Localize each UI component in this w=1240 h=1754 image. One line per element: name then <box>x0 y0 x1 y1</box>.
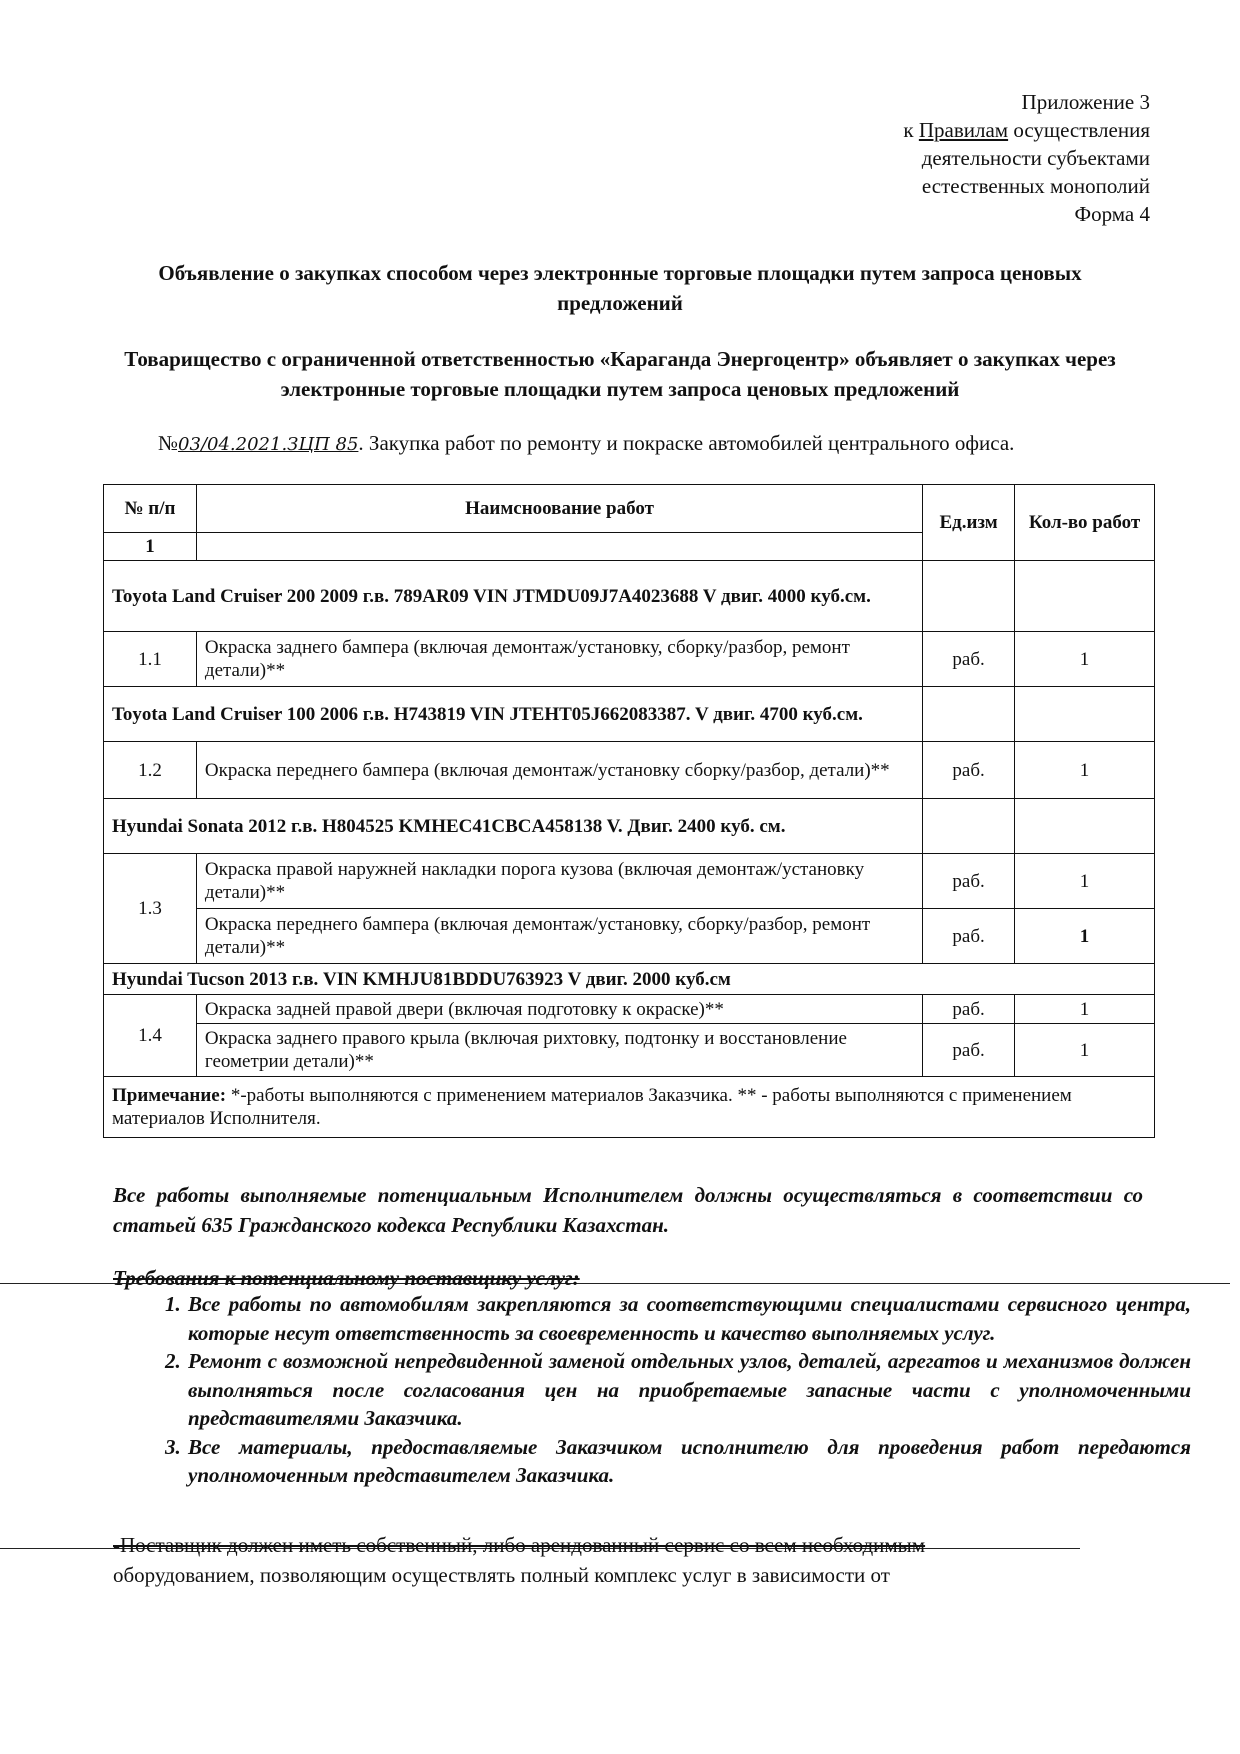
requirements-title: Требования к потенциальному поставщику услуг: <box>113 1266 580 1290</box>
company-announcement: Товарищество с ограниченной ответственностью «Караганда Энергоцентр» объявляет о закупках через электронные торговые площадки путем запроса ценовых предложений <box>124 347 1116 401</box>
item-name: Окраска заднего правого крыла (включая рихтовку, подтонку и восстановление геометрии детали)** <box>196 1024 922 1077</box>
item-unit: раб. <box>923 742 1015 799</box>
table-row <box>104 799 1155 854</box>
table-row <box>104 995 1155 1024</box>
list-item: 1. Все работы по автомобилям закрепляются за соответствующими специалистами сервисного центра, которые несут ответственность за своевременность и качество выполняемых услуг. <box>186 1290 1191 1347</box>
note-label: Примечание: <box>112 1085 227 1106</box>
table-header-row <box>104 485 1155 533</box>
item-unit: раб. <box>923 632 1015 687</box>
appendix-header <box>903 88 1150 228</box>
item-name: Окраска правой наружней накладки порога кузова (включая демонтаж/установку детали)** <box>196 854 922 909</box>
item-number: 1.2 <box>104 742 197 799</box>
supplier-requirement <box>113 1530 1153 1590</box>
col-name-header: Наимсноование работ <box>196 485 922 533</box>
table-row <box>104 561 1155 632</box>
item-qty: 1 <box>1015 909 1155 964</box>
table-row <box>104 1077 1155 1138</box>
empty-cell <box>923 687 1015 742</box>
item-number: 1.3 <box>104 854 197 964</box>
item-qty: 1 <box>1015 854 1155 909</box>
supplier-line: оборудованием, позволяющим осуществлять полный комплекс услуг в зависимости от <box>113 1563 890 1587</box>
rules-link[interactable]: Правилам <box>918 118 1009 142</box>
item-name: Окраска переднего бампера (включая демонтаж/установку, сборку/разбор, ремонт детали)** <box>196 909 922 964</box>
car-heading: Toyota Land Cruiser 200 2009 г.в. 789AR09 VIN JTMDU09J7A4023688 V двиг. 4000 куб.см. <box>104 561 923 632</box>
table-row <box>104 742 1155 799</box>
announcement-title: Объявление о закупках способом через электронные торговые площадки путем запроса ценовых предложений <box>158 261 1082 315</box>
item-unit: раб. <box>923 909 1015 964</box>
purchase-line: №03/04.2021.ЗЦП 85. Закупка работ по ремонту и покраске автомобилей центрального офиса. <box>158 431 1015 455</box>
item-number: 1.1 <box>104 632 197 687</box>
appendix-line: деятельности субъектами <box>921 146 1150 170</box>
col-qty-header: Кол-во работ <box>1015 485 1155 561</box>
requirements-list <box>140 1290 1191 1490</box>
car-heading: Hyundai Sonata 2012 г.в. H804525 KMHEC41CBCA458138 V. Двиг. 2400 куб. см. <box>104 799 923 854</box>
item-name: Окраска переднего бампера (включая демонтаж/установку сборку/разбор, детали)** <box>196 742 922 799</box>
table-note <box>104 1077 1155 1138</box>
row-number: 1 <box>104 533 197 561</box>
item-unit: раб. <box>923 995 1015 1024</box>
works-table <box>103 484 1155 1138</box>
empty-cell <box>1015 561 1155 632</box>
list-item: 2. Ремонт с возможной непредвиденной заменой отдельных узлов, деталей, агрегатов и механизмов должен выполняться после согласования цен на приобретаемые запасные части с уполномоченными представителями Заказчика. <box>186 1347 1191 1433</box>
item-number: 1.4 <box>104 995 197 1077</box>
civil-code-statement: Все работы выполняемые потенциальным Исполнителем должны осуществляться в соответствии со статьей 635 Гражданского кодекса Республики Казахстан. <box>113 1183 1143 1237</box>
col-unit-header: Ед.изм <box>923 485 1015 561</box>
item-name: Окраска задней правой двери (включая подготовку к окраске)** <box>196 995 922 1024</box>
table-row <box>104 687 1155 742</box>
empty-cell <box>923 561 1015 632</box>
car-heading: Toyota Land Cruiser 100 2006 г.в. H743819 VIN JTEHT05J662083387. V двиг. 4700 куб.см. <box>104 687 923 742</box>
appendix-line: к Правилам осуществления <box>903 118 1150 142</box>
appendix-line: естественных монополий <box>921 174 1150 198</box>
table-row <box>104 909 1155 964</box>
item-name: Окраска заднего бампера (включая демонтаж/установку, сборку/разбор, ремонт детали)** <box>196 632 922 687</box>
col-num-header: № п/п <box>104 485 197 533</box>
empty-cell <box>923 799 1015 854</box>
item-unit: раб. <box>923 854 1015 909</box>
car-heading: Hyundai Tucson 2013 г.в. VIN KMHJU81BDDU763923 V двиг. 2000 куб.см <box>104 964 1155 995</box>
item-qty: 1 <box>1015 742 1155 799</box>
list-item: 3. Все материалы, предоставляемые Заказчиком исполнителю для проведения работ передаются уполномоченным представителем Заказчика. <box>186 1433 1191 1490</box>
table-row <box>104 964 1155 995</box>
item-qty: 1 <box>1015 632 1155 687</box>
supplier-line: -Поставщик должен иметь собственный, либо арендованный сервис со всем необходимым <box>113 1533 926 1557</box>
empty-cell <box>1015 687 1155 742</box>
table-row <box>104 632 1155 687</box>
handwritten-purchase-number: 03/04.2021.ЗЦП 85 <box>178 434 359 455</box>
item-qty: 1 <box>1015 1024 1155 1077</box>
note-text: *-работы выполняются с применением материалов Заказчика. ** - работы выполняются с применением материалов Исполнителя. <box>112 1085 1072 1129</box>
form-number: Форма 4 <box>1074 202 1150 226</box>
item-unit: раб. <box>923 1024 1015 1077</box>
empty-cell <box>1015 799 1155 854</box>
item-qty: 1 <box>1015 995 1155 1024</box>
empty-cell <box>196 533 922 561</box>
table-row <box>104 854 1155 909</box>
table-row <box>104 1024 1155 1077</box>
appendix-line: Приложение 3 <box>1021 90 1150 114</box>
